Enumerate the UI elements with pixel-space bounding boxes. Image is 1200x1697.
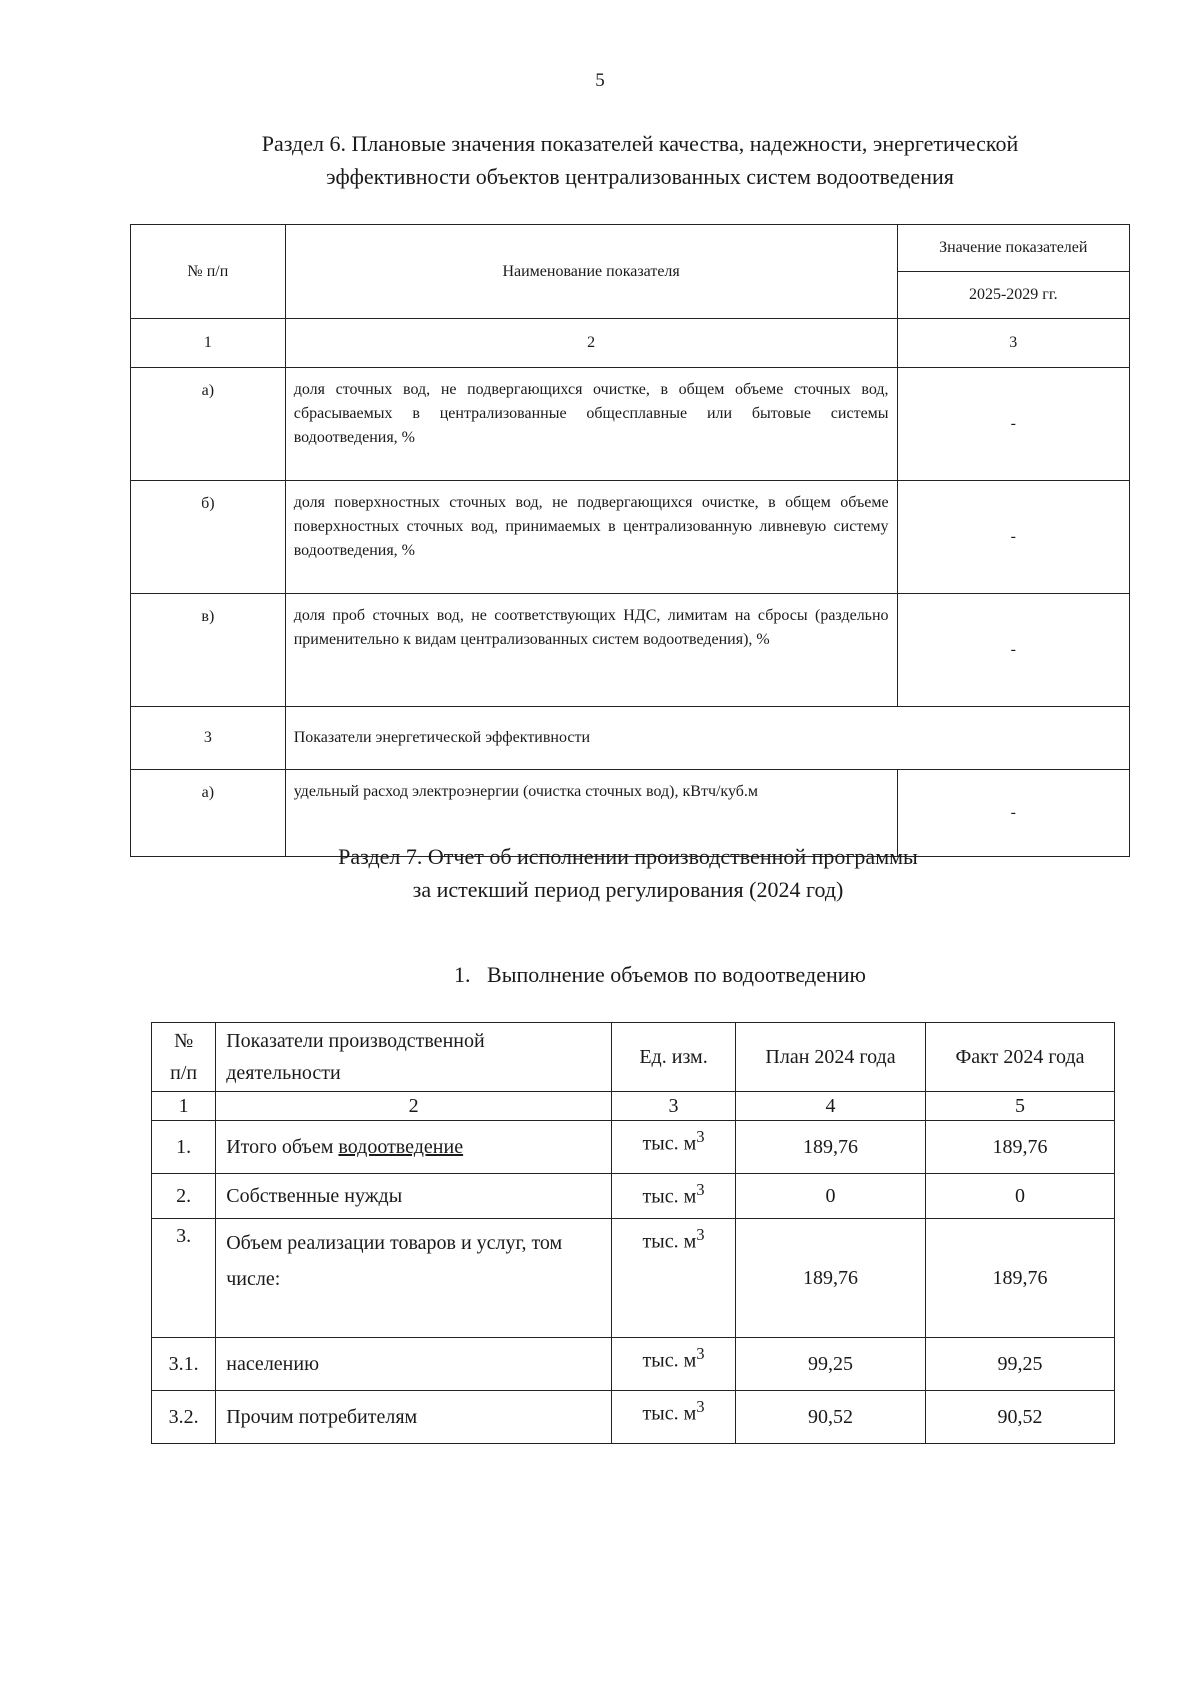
- section7-title-line2: за истекший период регулирования (2024 год): [412, 877, 844, 902]
- row-num: 2.: [152, 1174, 216, 1219]
- col-number: 5: [926, 1092, 1115, 1121]
- row-unit: [612, 1338, 736, 1391]
- row-plan: 189,76: [736, 1219, 926, 1338]
- col-number: 3: [612, 1092, 736, 1121]
- row-text: удельный расход электроэнергии (очистка сточных вод), кВтч/куб.м: [285, 770, 897, 857]
- unit-text: тыс. м: [642, 1132, 697, 1155]
- row-name: [216, 1219, 612, 1338]
- row-name-line1: Объем реализации товаров и услуг, том: [226, 1232, 563, 1254]
- header-period: 2025-2029 гг.: [897, 272, 1129, 319]
- table-row: [152, 1391, 1115, 1444]
- row-fact: 189,76: [926, 1219, 1115, 1338]
- header-num-line2: п/п: [170, 1062, 198, 1084]
- col-number: 1: [152, 1092, 216, 1121]
- col-number: 4: [736, 1092, 926, 1121]
- section7-subtitle: 1. Выполнение объемов по водоотведению: [454, 962, 866, 987]
- row-plan: 0: [736, 1174, 926, 1219]
- row-name: Прочим потребителям: [216, 1391, 612, 1444]
- row-unit: [612, 1391, 736, 1444]
- header-fact: Факт 2024 года: [926, 1023, 1115, 1092]
- row-unit: [612, 1174, 736, 1219]
- unit-text: тыс. м: [642, 1349, 697, 1372]
- unit-superscript: 3: [696, 1127, 705, 1146]
- section6-title-line2: эффективности объектов централизованных систем водоотведения: [326, 164, 954, 189]
- row-plan: 99,25: [736, 1338, 926, 1391]
- page-number: 5: [595, 70, 605, 91]
- row-value: -: [897, 770, 1129, 857]
- row-num: 3.: [152, 1219, 216, 1338]
- wastewater-volumes-table: [151, 1022, 1115, 1444]
- table-row: [131, 481, 1130, 594]
- section6-title-line1: Раздел 6. Плановые значения показателей качества, надежности, энергетической: [261, 131, 1019, 156]
- row-name-line2: числе:: [226, 1268, 281, 1290]
- row-text: доля проб сточных вод, не соответствующих НДС, лимитам на сбросы (раздельно применительно к видам централизованных систем водоотведения), %: [285, 594, 897, 707]
- row-fact: 189,76: [926, 1121, 1115, 1174]
- row-text: доля сточных вод, не подвергающихся очистке, в общем объеме сточных вод, сбрасываемых в централизованные общесплавные или бытовые системы водоотведения, %: [285, 368, 897, 481]
- unit-superscript: 3: [696, 1344, 705, 1363]
- row-value: -: [897, 368, 1129, 481]
- row-num: 1.: [152, 1121, 216, 1174]
- row-plan: 189,76: [736, 1121, 926, 1174]
- header-num-line1: №: [174, 1030, 194, 1052]
- quality-indicators-table: [130, 224, 1130, 857]
- row-unit: [612, 1219, 736, 1338]
- row-name: Собственные нужды: [216, 1174, 612, 1219]
- col-number: 2: [285, 319, 897, 368]
- row-value: -: [897, 481, 1129, 594]
- unit-superscript: 3: [696, 1225, 705, 1244]
- header-num: [152, 1023, 216, 1092]
- row-name: населению: [216, 1338, 612, 1391]
- header-name: Наименование показателя: [285, 225, 897, 319]
- row-name-underlined: водоотведение: [338, 1135, 464, 1158]
- table-row: [152, 1219, 1115, 1338]
- header-values: Значение показателей: [897, 225, 1129, 272]
- table-row: [131, 368, 1130, 481]
- row-name-part: Итого объем: [226, 1135, 339, 1158]
- table-row: [152, 1121, 1115, 1174]
- column-number-row: [131, 319, 1130, 368]
- header-plan: План 2024 года: [736, 1023, 926, 1092]
- row-num: 3.2.: [152, 1391, 216, 1444]
- column-number-row: [152, 1092, 1115, 1121]
- col-number: 1: [131, 319, 286, 368]
- section-num: 3: [131, 707, 286, 770]
- section7-title-line1: Раздел 7. Отчет об исполнении производственной программы: [338, 844, 918, 869]
- row-fact: 90,52: [926, 1391, 1115, 1444]
- table-row: [152, 1174, 1115, 1219]
- row-text: доля поверхностных сточных вод, не подвергающихся очистке, в общем объеме поверхностных сточных вод, принимаемых в централизованную ливневую систему водоотведения, %: [285, 481, 897, 594]
- row-unit: [612, 1121, 736, 1174]
- section7-title: [28, 840, 1200, 906]
- unit-text: тыс. м: [642, 1402, 697, 1425]
- row-plan: 90,52: [736, 1391, 926, 1444]
- row-name: [216, 1121, 612, 1174]
- row-num: а): [131, 770, 286, 857]
- header-name-line2: деятельности: [226, 1062, 341, 1084]
- row-num: а): [131, 368, 286, 481]
- table-header-row: [131, 225, 1130, 272]
- header-num: № п/п: [131, 225, 286, 319]
- col-number: 3: [897, 319, 1129, 368]
- table-row: [131, 594, 1130, 707]
- section6-title: [40, 127, 1200, 193]
- unit-text: тыс. м: [642, 1185, 697, 1208]
- row-num: в): [131, 594, 286, 707]
- unit-superscript: 3: [696, 1397, 705, 1416]
- row-fact: 0: [926, 1174, 1115, 1219]
- row-num: б): [131, 481, 286, 594]
- row-num: 3.1.: [152, 1338, 216, 1391]
- col-number: 2: [216, 1092, 612, 1121]
- header-name: [216, 1023, 612, 1092]
- unit-text: тыс. м: [642, 1230, 697, 1253]
- section-text: Показатели энергетической эффективности: [285, 707, 1129, 770]
- header-unit: Ед. изм.: [612, 1023, 736, 1092]
- table-header-row: [152, 1023, 1115, 1092]
- row-fact: 99,25: [926, 1338, 1115, 1391]
- header-name-line1: Показатели производственной: [226, 1030, 485, 1052]
- table-row: [152, 1338, 1115, 1391]
- energy-section-row: [131, 707, 1130, 770]
- unit-superscript: 3: [696, 1180, 705, 1199]
- row-value: -: [897, 594, 1129, 707]
